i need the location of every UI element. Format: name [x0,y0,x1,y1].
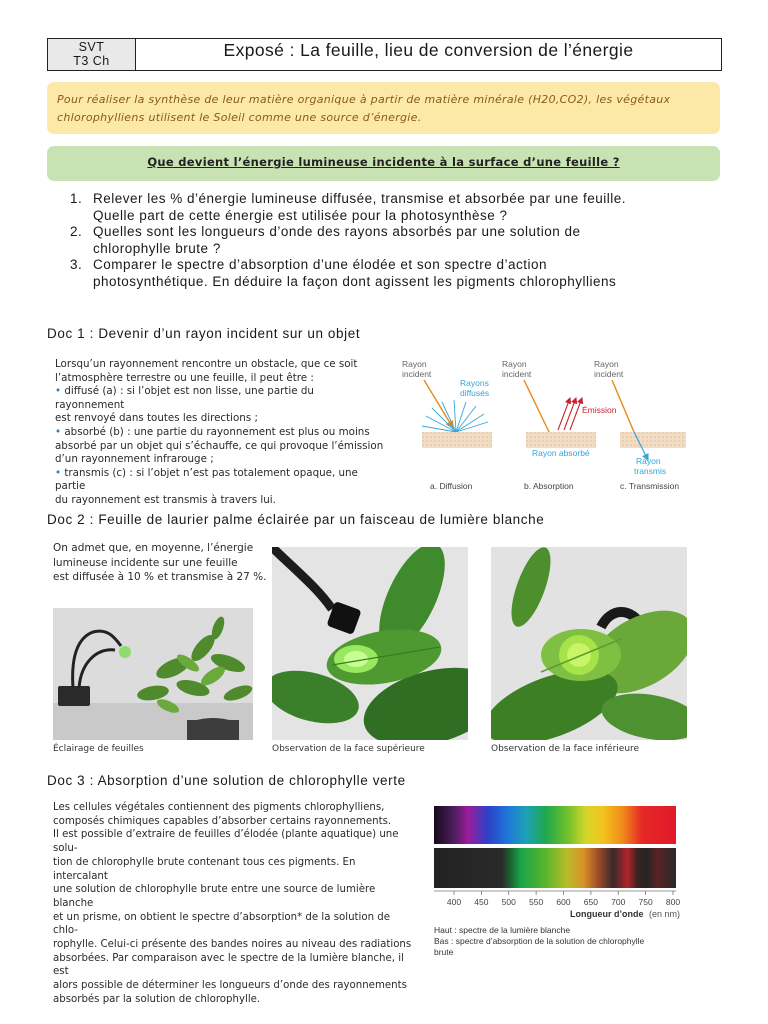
diffused-label: Rayons [460,378,489,388]
axis-tick-label: 400 [446,897,462,907]
upper-face-photo [272,547,468,740]
doc1-line: du rayonnement est transmis à travers lui. [55,493,276,506]
doc3-line: tion de chlorophylle brute contenant tous ces pigments. En intercalant [53,856,356,882]
doc1-line-text: diffusé (a) : si l’objet est non lisse, une partie du rayonnement [55,385,314,411]
doc3-text [53,801,413,1007]
doc3-line: rophylle. Celui-ci présente des bandes noires au niveau des radiations [53,939,412,951]
transmission-panel [594,359,686,491]
transmitted-label: Rayon [636,456,661,466]
incident-label: incident [402,369,432,379]
caption-diffusion: a. Diffusion [430,481,473,491]
axis-tick-label: 700 [611,897,626,907]
doc1-line: l’atmosphère terrestre ou une feuille, il peut être : [55,371,314,384]
axis-ticks [447,891,680,907]
main-question: Que devient l’énergie lumineuse incidente à la surface d’une feuille ? [47,146,720,181]
doc3-line: composés chimiques capables d’absorber certains rayonnements. [53,815,392,827]
legend-bottom-cont: brute [434,947,454,957]
doc1-line: d’un rayonnement infrarouge ; [55,453,214,466]
doc1-line [55,467,385,494]
page-title: Exposé : La feuille, lieu de conversion de l’énergie [223,40,634,60]
axis-tick-label: 650 [583,897,598,907]
doc2-text [53,541,283,585]
task-number: 3. [70,257,83,272]
bullet-icon: • [55,466,65,479]
incident-label: incident [594,369,624,379]
subject-box [48,39,136,70]
caption-upper-face: Observation de la face supérieure [272,744,425,754]
axis-tick-label: 600 [556,897,571,907]
chlorophyll-absorption-spectrum [434,848,676,888]
task-number: 1. [70,191,83,206]
diffused-label: diffusés [460,388,490,398]
caption-lighting: Éclairage de feuilles [53,744,144,754]
doc1-line [55,426,385,440]
task-line: chlorophylle brute ? [93,240,221,256]
doc3-line: absorbées. Par comparaison avec le spectre de la lumière blanche, il est [53,952,404,978]
axis-tick-label: 500 [501,897,516,907]
doc1-line: Lorsqu’un rayonnement rencontre un obstacle, que ce soit [55,358,358,370]
emission-label: Émission [582,405,617,415]
axis-tick-label: 450 [474,897,489,907]
doc2-title: Doc 2 : Feuille de laurier palme éclairée par un faisceau de lumière blanche [47,512,545,527]
doc3-line: alors possible de déterminer les longueurs d’onde des rayonnements [53,980,407,992]
doc2-line: On admet que, en moyenne, l’énergie [53,542,254,554]
incident-label: Rayon [594,359,619,369]
bullet-icon: • [55,385,65,398]
white-light-spectrum [434,806,676,844]
task-item [70,224,730,257]
task-line: Relever les % d’énergie lumineuse diffusée, transmise et absorbée par une feuille. [93,191,627,206]
axis-tick-label: 800 [665,897,681,907]
doc3-line: Les cellules végétales contiennent des pigments chlorophylliens, [53,802,385,813]
axis-label [570,909,680,919]
bullet-icon: • [55,425,65,438]
doc1-title: Doc 1 : Devenir d’un rayon incident sur un objet [47,326,361,341]
doc1-text [55,358,385,508]
doc1-line: est renvoyé dans toutes les directions ; [55,412,258,425]
task-line: photosynthétique. En déduire la façon dont agissent les pigments chlorophylliens [93,273,617,289]
intro-box: Pour réaliser la synthèse de leur matière organique à partir de matière minérale (H20,CO2), les végétaux chlorophylliens utilisent le Soleil comme une source d’énergie. [47,82,720,134]
legend-top: Haut : spectre de la lumière blanche [434,925,571,935]
spectrum-figure [430,802,700,962]
doc1-line: absorbé par un objet qui s’échauffe, ce qui provoque l’émission [55,439,384,452]
axis-tick-label: 550 [529,897,544,907]
incident-label: incident [502,369,532,379]
axis-unit-text: (en nm) [649,909,681,919]
task-number: 2. [70,224,83,239]
caption-transmission: c. Transmission [620,481,680,491]
lower-face-photo [491,547,687,740]
leaf-lighting-photo [53,608,253,740]
task-item [70,191,730,224]
doc3-line: Il est possible d’extraire de feuilles d’élodée (plante aquatique) une solu- [53,829,399,855]
incident-label: Rayon [402,359,427,369]
axis-label-text: Longueur d’onde [570,909,644,919]
incident-label: Rayon [502,359,527,369]
doc1-line [55,385,385,412]
light-fate-diagram [398,356,698,496]
subject-label: SVT [78,40,105,54]
transmitted-label: transmis [634,466,667,476]
task-line: Quelle part de cette énergie est utilisée pour la photosynthèse ? [93,207,508,223]
task-line: Quelles sont les longueurs d’onde des rayons absorbés par une solution de [93,224,581,239]
doc2-line: lumineuse incidente sur une feuille [53,556,238,569]
task-line: Comparer le spectre d’absorption d’une élodée et son spectre d’action [93,257,548,272]
doc3-title: Doc 3 : Absorption d’une solution de chlorophylle verte [47,773,406,788]
absorbed-label: Rayon absorbé [532,448,590,458]
legend-bottom: Bas : spectre d’absorption de la solution de chlorophylle [434,936,645,946]
doc1-line-text: absorbé (b) : une partie du rayonnement est plus ou moins [64,425,370,438]
task-item [70,257,730,290]
caption-lower-face: Observation de la face inférieure [491,744,640,754]
caption-absorption: b. Absorption [524,481,574,491]
doc3-line: une solution de chlorophylle brute entre une source de lumière blanche [53,884,376,909]
axis-tick-label: 750 [638,897,653,907]
page-header [47,38,722,71]
doc3-line: absorbés par la solution de chlorophylle. [53,993,261,1005]
class-label: T3 Ch [73,54,110,68]
doc3-line: et un prisme, on obtient le spectre d’absorption* de la solution de chlo- [53,911,391,937]
doc1-line-text: transmis (c) : si l’objet n’est pas totalement opaque, une partie [55,466,358,493]
task-list [70,191,730,290]
doc2-line: est diffusée à 10 % et transmise à 27 %. [53,571,267,583]
diffusion-panel [402,359,492,491]
